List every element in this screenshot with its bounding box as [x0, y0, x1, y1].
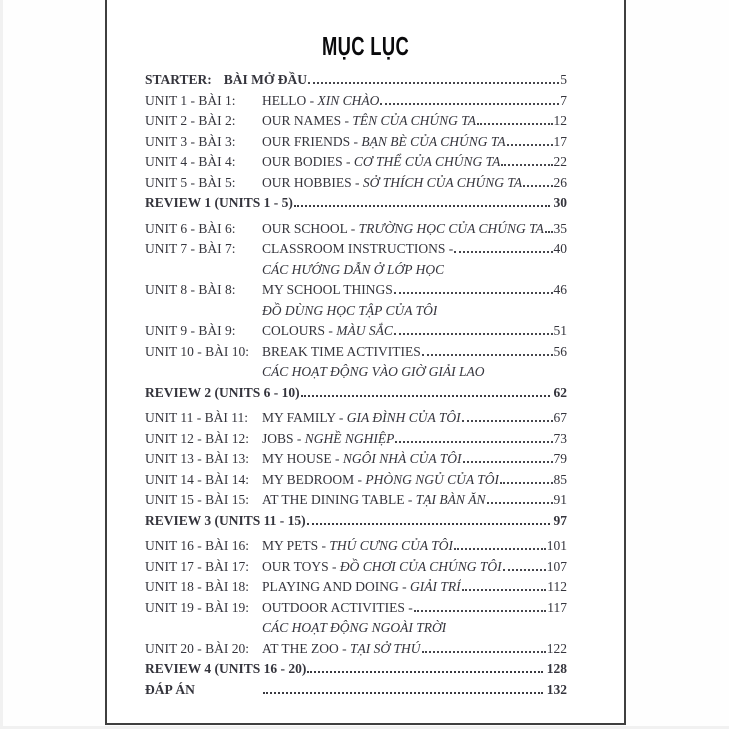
toc-entry-title-en: BREAK TIME ACTIVITIES: [262, 343, 421, 359]
dot-leader: [395, 441, 552, 443]
toc-row-unit: [145, 470, 567, 491]
toc-entry-label: UNIT 2 - BÀI 2:: [145, 113, 236, 128]
toc-entry-title: HELLO - XIN CHÀO: [262, 92, 380, 108]
toc-row-unit: [145, 321, 567, 342]
dot-leader: [462, 420, 553, 422]
dot-leader: [462, 589, 547, 591]
toc-entry-title-vi: CÁC HOẠT ĐỘNG NGOÀI TRỜI: [262, 620, 447, 635]
toc-row-continuation: [145, 362, 567, 383]
dot-leader: [301, 395, 550, 397]
toc-entry-title: PLAYING AND DOING - GIẢI TRÍ: [262, 579, 461, 594]
toc-entry-title-vi: TẠI SỞ THÚ: [350, 640, 421, 656]
toc-review-label: REVIEW 4 (UNITS 16 - 20): [145, 661, 307, 676]
toc-entry-label: UNIT 7 - BÀI 7:: [145, 241, 236, 256]
toc-entry-title-vi: TẠI BÀN ĂN: [415, 492, 486, 507]
toc-entry-title: OUR NAMES - TÊN CỦA CHÚNG TA: [262, 113, 477, 128]
toc-row-unit: [145, 577, 567, 598]
toc-entry-title-vi: ĐỒ CHƠI CỦA CHÚNG TÔI: [339, 558, 502, 574]
toc-entry-label: UNIT 20 - BÀI 20:: [145, 640, 249, 656]
dot-leader: [307, 523, 550, 525]
toc-page-number: 122: [546, 640, 567, 656]
toc-entry-title-en: AT THE DINING TABLE: [262, 492, 405, 507]
toc-entry-title-vi: CƠ THỂ CỦA CHÚNG TA: [353, 154, 501, 169]
toc-page-number: 107: [546, 558, 567, 574]
toc-row-unit: [145, 598, 567, 619]
dot-leader: [308, 82, 559, 84]
toc-entry-label: UNIT 13 - BÀI 13:: [145, 451, 249, 466]
dot-leader: [394, 333, 553, 335]
toc-row-unit: [145, 557, 567, 578]
toc-page-number: 101: [546, 538, 567, 553]
toc-entry-title-vi: THÚ CƯNG CỦA TÔI: [329, 538, 453, 553]
toc-row-unit: [145, 490, 567, 511]
toc-row-unit: [145, 219, 567, 240]
toc-row-starter: [145, 70, 567, 91]
toc-row-unit: [145, 639, 567, 660]
toc-entry-title-vi: NGÔI NHÀ CỦA TÔI: [342, 451, 462, 466]
toc-entry-title-en: COLOURS: [262, 323, 326, 338]
dot-leader: [507, 144, 553, 146]
toc-entry-title: OUR FRIENDS - BẠN BÈ CỦA CHÚNG TA: [262, 133, 506, 149]
dot-leader: [545, 231, 553, 233]
toc-entry-title: [262, 280, 393, 301]
toc-entry-title-vi: TÊN CỦA CHÚNG TA: [352, 113, 477, 128]
toc-review-label: REVIEW 1 (UNITS 1 - 5): [145, 195, 293, 210]
toc-review-label: REVIEW 3 (UNITS 11 - 15): [145, 512, 306, 528]
toc-entry-title-en: MY HOUSE: [262, 451, 332, 466]
toc-entry-title-en: HELLO: [262, 92, 307, 108]
dot-leader: [307, 671, 542, 673]
toc-row-review: [145, 383, 567, 404]
page-title-wrap: [107, 32, 624, 62]
toc-entry-title-vi: BẠN BÈ CỦA CHÚNG TA: [361, 133, 506, 149]
toc-page-number: 73: [553, 430, 567, 446]
toc-entry-title-en: OUTDOOR ACTIVITIES -: [262, 599, 413, 615]
toc-entry-title-vi: PHÒNG NGỦ CỦA TÔI: [365, 471, 500, 487]
toc-entry-title-en: OUR TOYS: [262, 558, 329, 574]
dot-leader: [477, 123, 552, 125]
toc-entry-title: [262, 239, 453, 260]
toc-row-unit: [145, 429, 567, 450]
toc-page-number: 112: [547, 579, 567, 594]
toc-page-number: 85: [553, 471, 567, 487]
toc-entry-title-vi: NGHỀ NGHIỆP: [304, 430, 395, 446]
toc-entry-label: UNIT 19 - BÀI 19:: [145, 599, 249, 615]
toc-row-unit: [145, 449, 567, 470]
toc-section: [145, 536, 567, 700]
toc-entry-title-en: OUR SCHOOL: [262, 220, 348, 236]
page-title: MỤC LỤC: [321, 33, 410, 61]
toc-row-answer: [145, 680, 567, 701]
toc-row-unit: [145, 132, 567, 153]
toc-page-number: 51: [553, 323, 567, 338]
toc-section: [145, 219, 567, 404]
toc-entry-title-en: MY BEDROOM: [262, 471, 355, 487]
toc-entry-title-en: OUR FRIENDS: [262, 133, 351, 149]
toc-entry-label: UNIT 9 - BÀI 9:: [145, 323, 236, 338]
toc-row-unit: [145, 91, 567, 112]
toc-entry-title: [262, 342, 421, 363]
toc-entry-label: UNIT 15 - BÀI 15:: [145, 492, 249, 507]
toc-entry-title-vi: TRƯỜNG HỌC CỦA CHÚNG TA: [358, 220, 544, 236]
toc-entry-title-en: MY FAMILY: [262, 410, 336, 425]
dot-leader: [463, 461, 553, 463]
toc-entry-title-en: MY SCHOOL THINGS: [262, 282, 393, 297]
toc-entry-title-en: MY PETS: [262, 538, 319, 553]
toc-entry-label: UNIT 18 - BÀI 18:: [145, 579, 249, 594]
toc-section: [145, 408, 567, 531]
toc-entry-title-vi: ĐỒ DÙNG HỌC TẬP CỦA TÔI: [262, 302, 438, 318]
toc-page-number: 62: [553, 384, 567, 400]
dot-leader: [454, 548, 546, 550]
toc-page: [105, 0, 626, 725]
toc-list: [107, 70, 624, 700]
toc-row-continuation: [145, 301, 567, 322]
toc-page-number: 97: [553, 512, 567, 528]
toc-section: [145, 70, 567, 214]
toc-entry-title-vi: MÀU SẮC: [336, 323, 393, 338]
toc-row-unit: [145, 536, 567, 557]
toc-page-number: 56: [553, 343, 567, 359]
toc-row-review: [145, 511, 567, 532]
toc-entry-label: UNIT 12 - BÀI 12:: [145, 430, 249, 446]
toc-entry-title-vi: SỞ THÍCH CỦA CHÚNG TA: [362, 174, 523, 190]
toc-entry-label: UNIT 3 - BÀI 3:: [145, 133, 236, 149]
dot-leader: [454, 251, 552, 253]
toc-review-label: REVIEW 2 (UNITS 6 - 10): [145, 384, 300, 400]
toc-entry-title: MY PETS - THÚ CƯNG CỦA TÔI: [262, 538, 453, 553]
toc-row-unit: [145, 173, 567, 194]
toc-entry-title-en: JOBS: [262, 430, 294, 446]
toc-entry-title-vi: XIN CHÀO: [317, 92, 380, 108]
dot-leader: [422, 651, 546, 653]
toc-page-number: 40: [553, 241, 567, 256]
toc-entry-title: MY BEDROOM - PHÒNG NGỦ CỦA TÔI: [262, 471, 500, 487]
toc-row-continuation: [145, 618, 567, 639]
toc-entry-title: AT THE DINING TABLE - TẠI BÀN ĂN: [262, 492, 486, 507]
toc-page-number: 117: [547, 599, 567, 615]
dot-leader: [414, 610, 547, 612]
toc-entry-label: UNIT 4 - BÀI 4:: [145, 154, 236, 169]
toc-entry-label: UNIT 10 - BÀI 10:: [145, 343, 249, 359]
toc-entry-label: UNIT 5 - BÀI 5:: [145, 174, 236, 190]
toc-row-unit: [145, 152, 567, 173]
toc-entry-title: [262, 598, 413, 619]
dot-leader: [422, 354, 553, 356]
toc-entry-title-vi: CÁC HOẠT ĐỘNG VÀO GIỜ GIẢI LAO: [262, 364, 485, 379]
toc-entry-title-en: OUR NAMES: [262, 113, 342, 128]
toc-page-number: 35: [553, 220, 567, 236]
toc-entry-title-en: PLAYING AND DOING: [262, 579, 399, 594]
toc-row-unit: [145, 408, 567, 429]
toc-answer-label: ĐÁP ÁN: [145, 681, 195, 697]
toc-row-review: [145, 193, 567, 214]
toc-entry-title-vi: GIẢI TRÍ: [410, 579, 461, 594]
toc-entry-title: MY HOUSE - NGÔI NHÀ CỦA TÔI: [262, 451, 462, 466]
dot-leader: [500, 482, 552, 484]
toc-entry-title-vi: CÁC HƯỚNG DẪN Ở LỚP HỌC: [262, 261, 445, 277]
toc-entry-title: BÀI MỞ ĐẦU: [223, 72, 308, 87]
toc-page-number: 132: [546, 681, 567, 697]
toc-page-number: 22: [553, 154, 567, 169]
toc-row-unit: [145, 342, 567, 363]
toc-page-number: 7: [560, 92, 567, 108]
dot-leader: [487, 502, 553, 504]
toc-row-unit: [145, 280, 567, 301]
dot-leader: [501, 164, 552, 166]
toc-entry-title: MY FAMILY - GIA ĐÌNH CỦA TÔI: [262, 410, 461, 425]
toc-entry-title-en: AT THE ZOO: [262, 640, 339, 656]
toc-entry-title: JOBS - NGHỀ NGHIỆP: [262, 430, 395, 446]
dot-leader: [380, 103, 559, 105]
toc-entry-label: STARTER:: [145, 72, 212, 87]
toc-entry-title-vi: GIA ĐÌNH CỦA TÔI: [346, 410, 461, 425]
toc-row-review: [145, 659, 567, 680]
toc-page-number: 79: [553, 451, 567, 466]
toc-row-unit: [145, 239, 567, 260]
toc-page-number: 67: [553, 410, 567, 425]
dot-leader: [394, 292, 553, 294]
toc-page-number: 46: [553, 282, 567, 297]
dot-leader: [523, 185, 552, 187]
toc-entry-label: UNIT 1 - BÀI 1:: [145, 92, 236, 108]
dot-leader: [503, 569, 546, 571]
toc-entry-label: UNIT 8 - BÀI 8:: [145, 282, 236, 297]
toc-page-number: 30: [553, 195, 567, 210]
toc-entry-title: OUR TOYS - ĐỒ CHƠI CỦA CHÚNG TÔI: [262, 558, 502, 574]
toc-entry-label: UNIT 16 - BÀI 16:: [145, 538, 249, 553]
toc-entry-label: UNIT 6 - BÀI 6:: [145, 220, 236, 236]
toc-entry-title-en: OUR HOBBIES: [262, 174, 352, 190]
toc-entry-title: OUR BODIES - CƠ THỂ CỦA CHÚNG TA: [262, 154, 501, 169]
dot-leader: [263, 692, 543, 694]
toc-entry-label: UNIT 17 - BÀI 17:: [145, 558, 249, 574]
toc-page-number: 12: [553, 113, 567, 128]
toc-entry-title: OUR HOBBIES - SỞ THÍCH CỦA CHÚNG TA: [262, 174, 523, 190]
toc-entry-title: OUR SCHOOL - TRƯỜNG HỌC CỦA CHÚNG TA: [262, 220, 544, 236]
toc-page-number: 128: [546, 661, 567, 676]
toc-entry-title: COLOURS - MÀU SẮC: [262, 323, 393, 338]
toc-page-number: 17: [553, 133, 567, 149]
toc-page-number: 26: [553, 174, 567, 190]
toc-page-number: 91: [553, 492, 567, 507]
toc-row-continuation: [145, 260, 567, 281]
toc-entry-title-en: OUR BODIES: [262, 154, 343, 169]
toc-entry-title-en: CLASSROOM INSTRUCTIONS -: [262, 241, 454, 256]
toc-entry-label: UNIT 14 - BÀI 14:: [145, 471, 249, 487]
toc-row-unit: [145, 111, 567, 132]
toc-page-number: 5: [560, 72, 567, 87]
toc-entry-title: AT THE ZOO - TẠI SỞ THÚ: [262, 640, 421, 656]
dot-leader: [294, 205, 550, 207]
toc-entry-label: UNIT 11 - BÀI 11:: [145, 410, 248, 425]
